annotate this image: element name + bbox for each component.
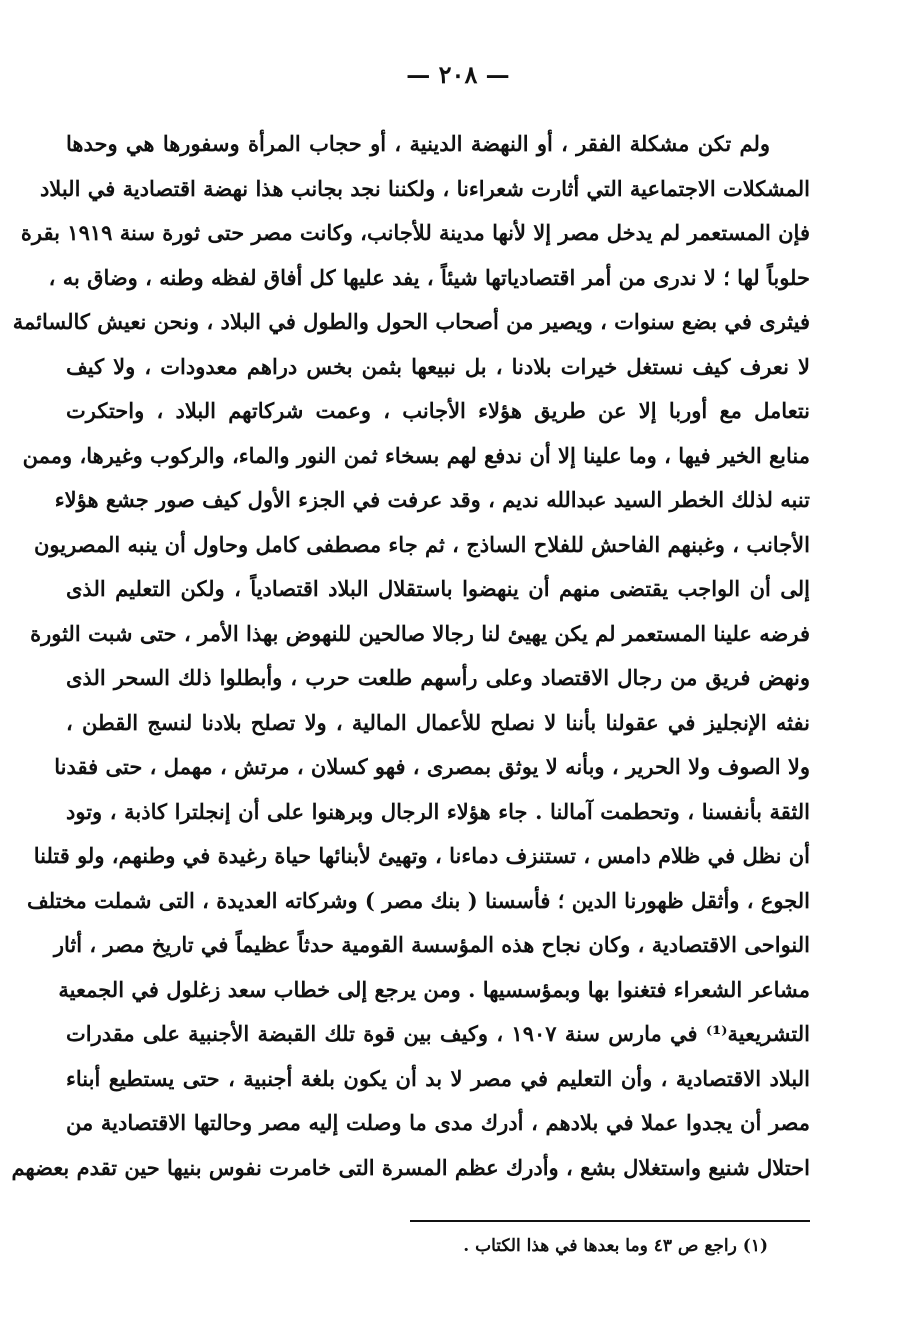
- text-line: الثقة بأنفسنا ، وتحطمت آمالنا . جاء هؤلاء الرجال وبرهنوا على أن إنجلترا كاذبة ، وتود: [66, 798, 810, 824]
- footnote: (١) راجع ص ٤٣ وما بعدها في هذا الكتاب .: [463, 1236, 768, 1256]
- body-paragraph: [11, 122, 810, 1190]
- text-line: مشاعر الشعراء فتغنوا بها وبمؤسسيها . ومن يرجع إلى خطاب سعد زغلول في الجمعية: [58, 976, 810, 1002]
- page-number: — ٢٠٨ —: [406, 60, 510, 89]
- text-line: المشكلات الاجتماعية التي أثارت شعراءنا ، ولكننا نجد بجانب هذا نهضة اقتصادية في البلاد: [39, 175, 810, 201]
- text-line: حلوباً لها ؛ لا ندرى من أمر اقتصادياتها شيئاً ، يفد عليها كل أفاق لفظه وطنه ، وضاق به ،: [48, 264, 810, 290]
- text-line: احتلال شنيع واستغلال بشع ، وأدرك عظم المسرة التى خامرت نفوس بنيها حين تقدم بعضهم: [11, 1154, 810, 1180]
- text-line: لا نعرف كيف نستغل خيرات بلادنا ، بل نبيعها بثمن بخس دراهم معدودات ، ولا كيف: [66, 353, 810, 379]
- text-line: نتعامل مع أوربا إلا عن طريق هؤلاء الأجانب ، وعمت شركاتهم البلاد ، واحتكرت: [66, 398, 810, 423]
- text-line: تنبه لذلك الخطر السيد عبدالله نديم ، وقد عرفت في الجزء الأول كيف صور جشع هؤلاء: [54, 487, 810, 512]
- text-line: مصر أن يجدوا عملا في بلادهم ، أدرك مدى ما وصلت إليه مصر وحالتها الاقتصادية من: [66, 1110, 810, 1135]
- text-line: إلى أن الواجب يقتضى منهم أن ينهضوا باستقلال البلاد اقتصادياً ، ولكن التعليم الذى: [66, 576, 810, 601]
- text-line: منابع الخير فيها ، وما علينا إلا أن ندفع لهم بسخاء ثمن النور والماء، والركوب وغيرها، وممن: [22, 442, 810, 468]
- text-line: فإن المستعمر لم يدخل مصر إلا لأنها مدينة للأجانب، وكانت مصر حتى ثورة سنة ١٩١٩ بقرة: [20, 220, 810, 245]
- text-line: أن نظل في ظلام دامس ، تستنزف دماءنا ، وتهيئ لأبنائها حياة رغيدة في وطنهم، ولو قتلنا: [33, 843, 810, 868]
- text-line: فيثرى في بضع سنوات ، ويصير من أصحاب الحول والطول في البلاد ، ونحن نعيش كالسائمة: [12, 309, 810, 334]
- text-line: ولم تكن مشكلة الفقر ، أو النهضة الدينية ، أو حجاب المرأة وسفورها هي وحدها: [66, 131, 770, 156]
- text-line: الأجانب ، وغبنهم الفاحش للفلاح الساذج ، ثم جاء مصطفى كامل وحاول أن ينبه المصريون: [33, 531, 810, 557]
- text-line: الجوع ، وأثقل ظهورنا الدين ؛ فأسسنا ( بنك مصر ) وشركاته العديدة ، التى شملت مختلف: [26, 887, 810, 913]
- text-line: فرضه علينا المستعمر لم يكن يهيئ لنا رجالا صالحين للنهوض بهذا الأمر ، حتى شبت الثورة: [30, 620, 810, 646]
- text-line: البلاد الاقتصادية ، وأن التعليم في مصر لا بد أن يكون بلغة أجنبية ، حتى يستطيع أبناء: [66, 1065, 810, 1091]
- footnote-divider: [410, 1220, 810, 1222]
- text-line: النواحى الاقتصادية ، وكان نجاح هذه المؤسسة القومية حدثاً عظيماً في تاريخ مصر ، أثار: [53, 932, 810, 957]
- text-line: ونهض فريق من رجال الاقتصاد وعلى رأسهم طلعت حرب ، وأبطلوا ذلك السحر الذى: [66, 665, 810, 690]
- text-line: التشريعية⁽¹⁾ في مارس سنة ١٩٠٧ ، وكيف بين قوة تلك القبضة الأجنبية على مقدرات: [66, 1021, 810, 1046]
- text-line: ولا الصوف ولا الحرير ، وبأنه لا يوثق بمصرى ، فهو كسلان ، مرتش ، مهمل ، حتى فقدنا: [54, 754, 810, 779]
- text-line: نفثه الإنجليز في عقولنا بأننا لا نصلح للأعمال المالية ، ولا تصلح بلادنا لنسج القطن ،: [66, 709, 810, 735]
